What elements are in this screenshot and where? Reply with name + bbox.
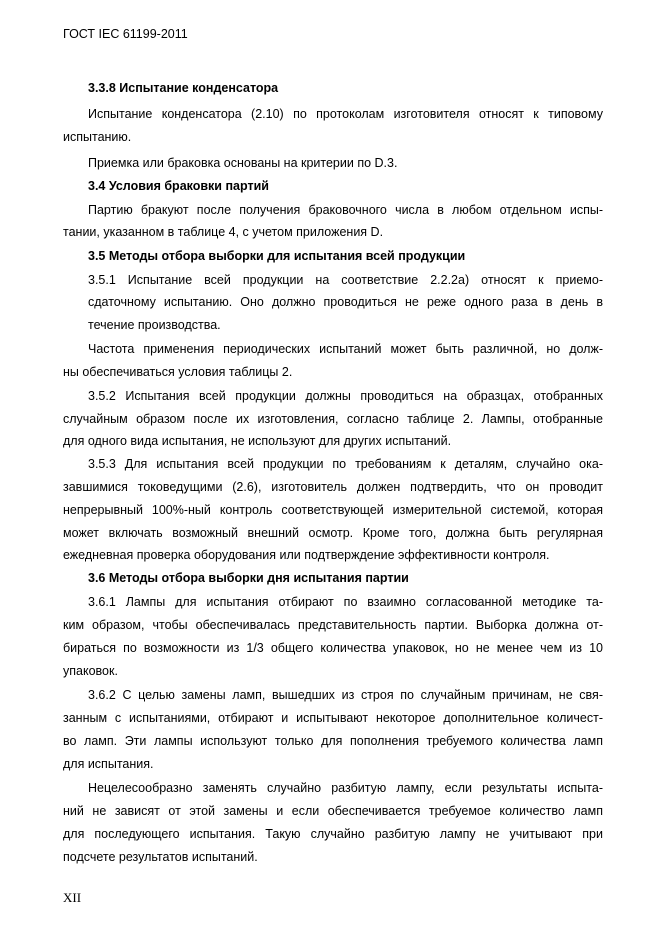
text-line: Партию бракуют после получения браковочного числа в любом отдельном испы- [88, 203, 603, 217]
text-line: случайным образом после их изготовления, согласно таблице 2. Лампы, отобранные [63, 412, 603, 426]
text-line: ежедневная проверка оборудования или подтверждение эффективности контроля. [63, 548, 550, 562]
text-line: 3.6.2 С целью замены ламп, вышедших из строя по случайным причинам, не свя- [88, 688, 603, 702]
text-line: может включать возможный внешний осмотр. Кроме того, должна быть регулярная [63, 526, 603, 540]
text-line: для одного вида испытания, не используют для других испытаний. [63, 434, 452, 448]
text-line: Приемка или браковка основаны на критерии по D.3. [88, 156, 398, 170]
text-line: непрерывный 100%-ный контроль соответствующей измерительной системой, которая [63, 503, 603, 517]
text-line: завшимися токоведущими (2.6), изготовитель должен подтвердить, что он проводит [63, 480, 603, 494]
text-line: 3.5.3 Для испытания всей продукции по требованиям к деталям, случайно ока- [88, 457, 603, 471]
text-line: Нецелесообразно заменять случайно разбитую лампу, если результаты испыта- [88, 781, 603, 795]
text-line: Частота применения периодических испытаний может быть различной, но долж- [88, 342, 603, 356]
text-line: занным с испытаниями, отбирают и испытывают некоторое дополнительное количест- [63, 711, 603, 725]
text-line: ны обеспечиваться условия таблицы 2. [63, 365, 293, 379]
text-line: для испытания. [63, 757, 154, 771]
text-line: подсчете результатов испытаний. [63, 850, 258, 864]
text-line: Испытание конденсатора (2.10) по протоколам изготовителя относят к типовому [88, 107, 603, 121]
section-3-4-heading: 3.4 Условия браковки партий [88, 179, 269, 193]
section-3-3-8-heading: 3.3.8 Испытание конденсатора [88, 81, 279, 95]
text-line: упаковок. [63, 664, 118, 678]
text-line: ний не зависят от этой замены и если обеспечивается требуемое количество ламп [63, 804, 603, 818]
section-3-5-heading: 3.5 Методы отбора выборки для испытания всей продукции [88, 249, 466, 263]
text-line: 3.5.2 Испытания всей продукции должны проводиться на образцах, отобранных [88, 389, 603, 403]
text-line: сдаточному испытанию. Оно должно проводиться не реже одного раза в день в [88, 295, 603, 309]
text-line: течение производства. [88, 318, 221, 332]
text-line: 3.6.1 Лампы для испытания отбирают по взаимно согласованной методике та- [88, 595, 603, 609]
document-header: ГОСТ IEC 61199-2011 [63, 27, 188, 41]
text-line: 3.5.1 Испытание всей продукции на соответствие 2.2.2а) относят к приемо- [88, 273, 603, 287]
text-line: во ламп. Эти лампы используют только для пополнения требуемого количества ламп [63, 734, 603, 748]
text-line: испытанию. [63, 130, 132, 144]
text-line: бираться по возможности из 1/3 общего количества упаковок, но не менее чем из 10 [63, 641, 603, 655]
page-number: XII [63, 890, 82, 905]
text-line: тании, указанном в таблице 4, с учетом приложения D. [63, 225, 384, 239]
section-3-6-heading: 3.6 Методы отбора выборки дня испытания партии [88, 571, 409, 585]
text-line: для последующего испытания. Такую случайно разбитую лампу не учитывают при [63, 827, 603, 841]
text-line: ким образом, чтобы обеспечивалась представительность партии. Выборка должна от- [63, 618, 603, 632]
